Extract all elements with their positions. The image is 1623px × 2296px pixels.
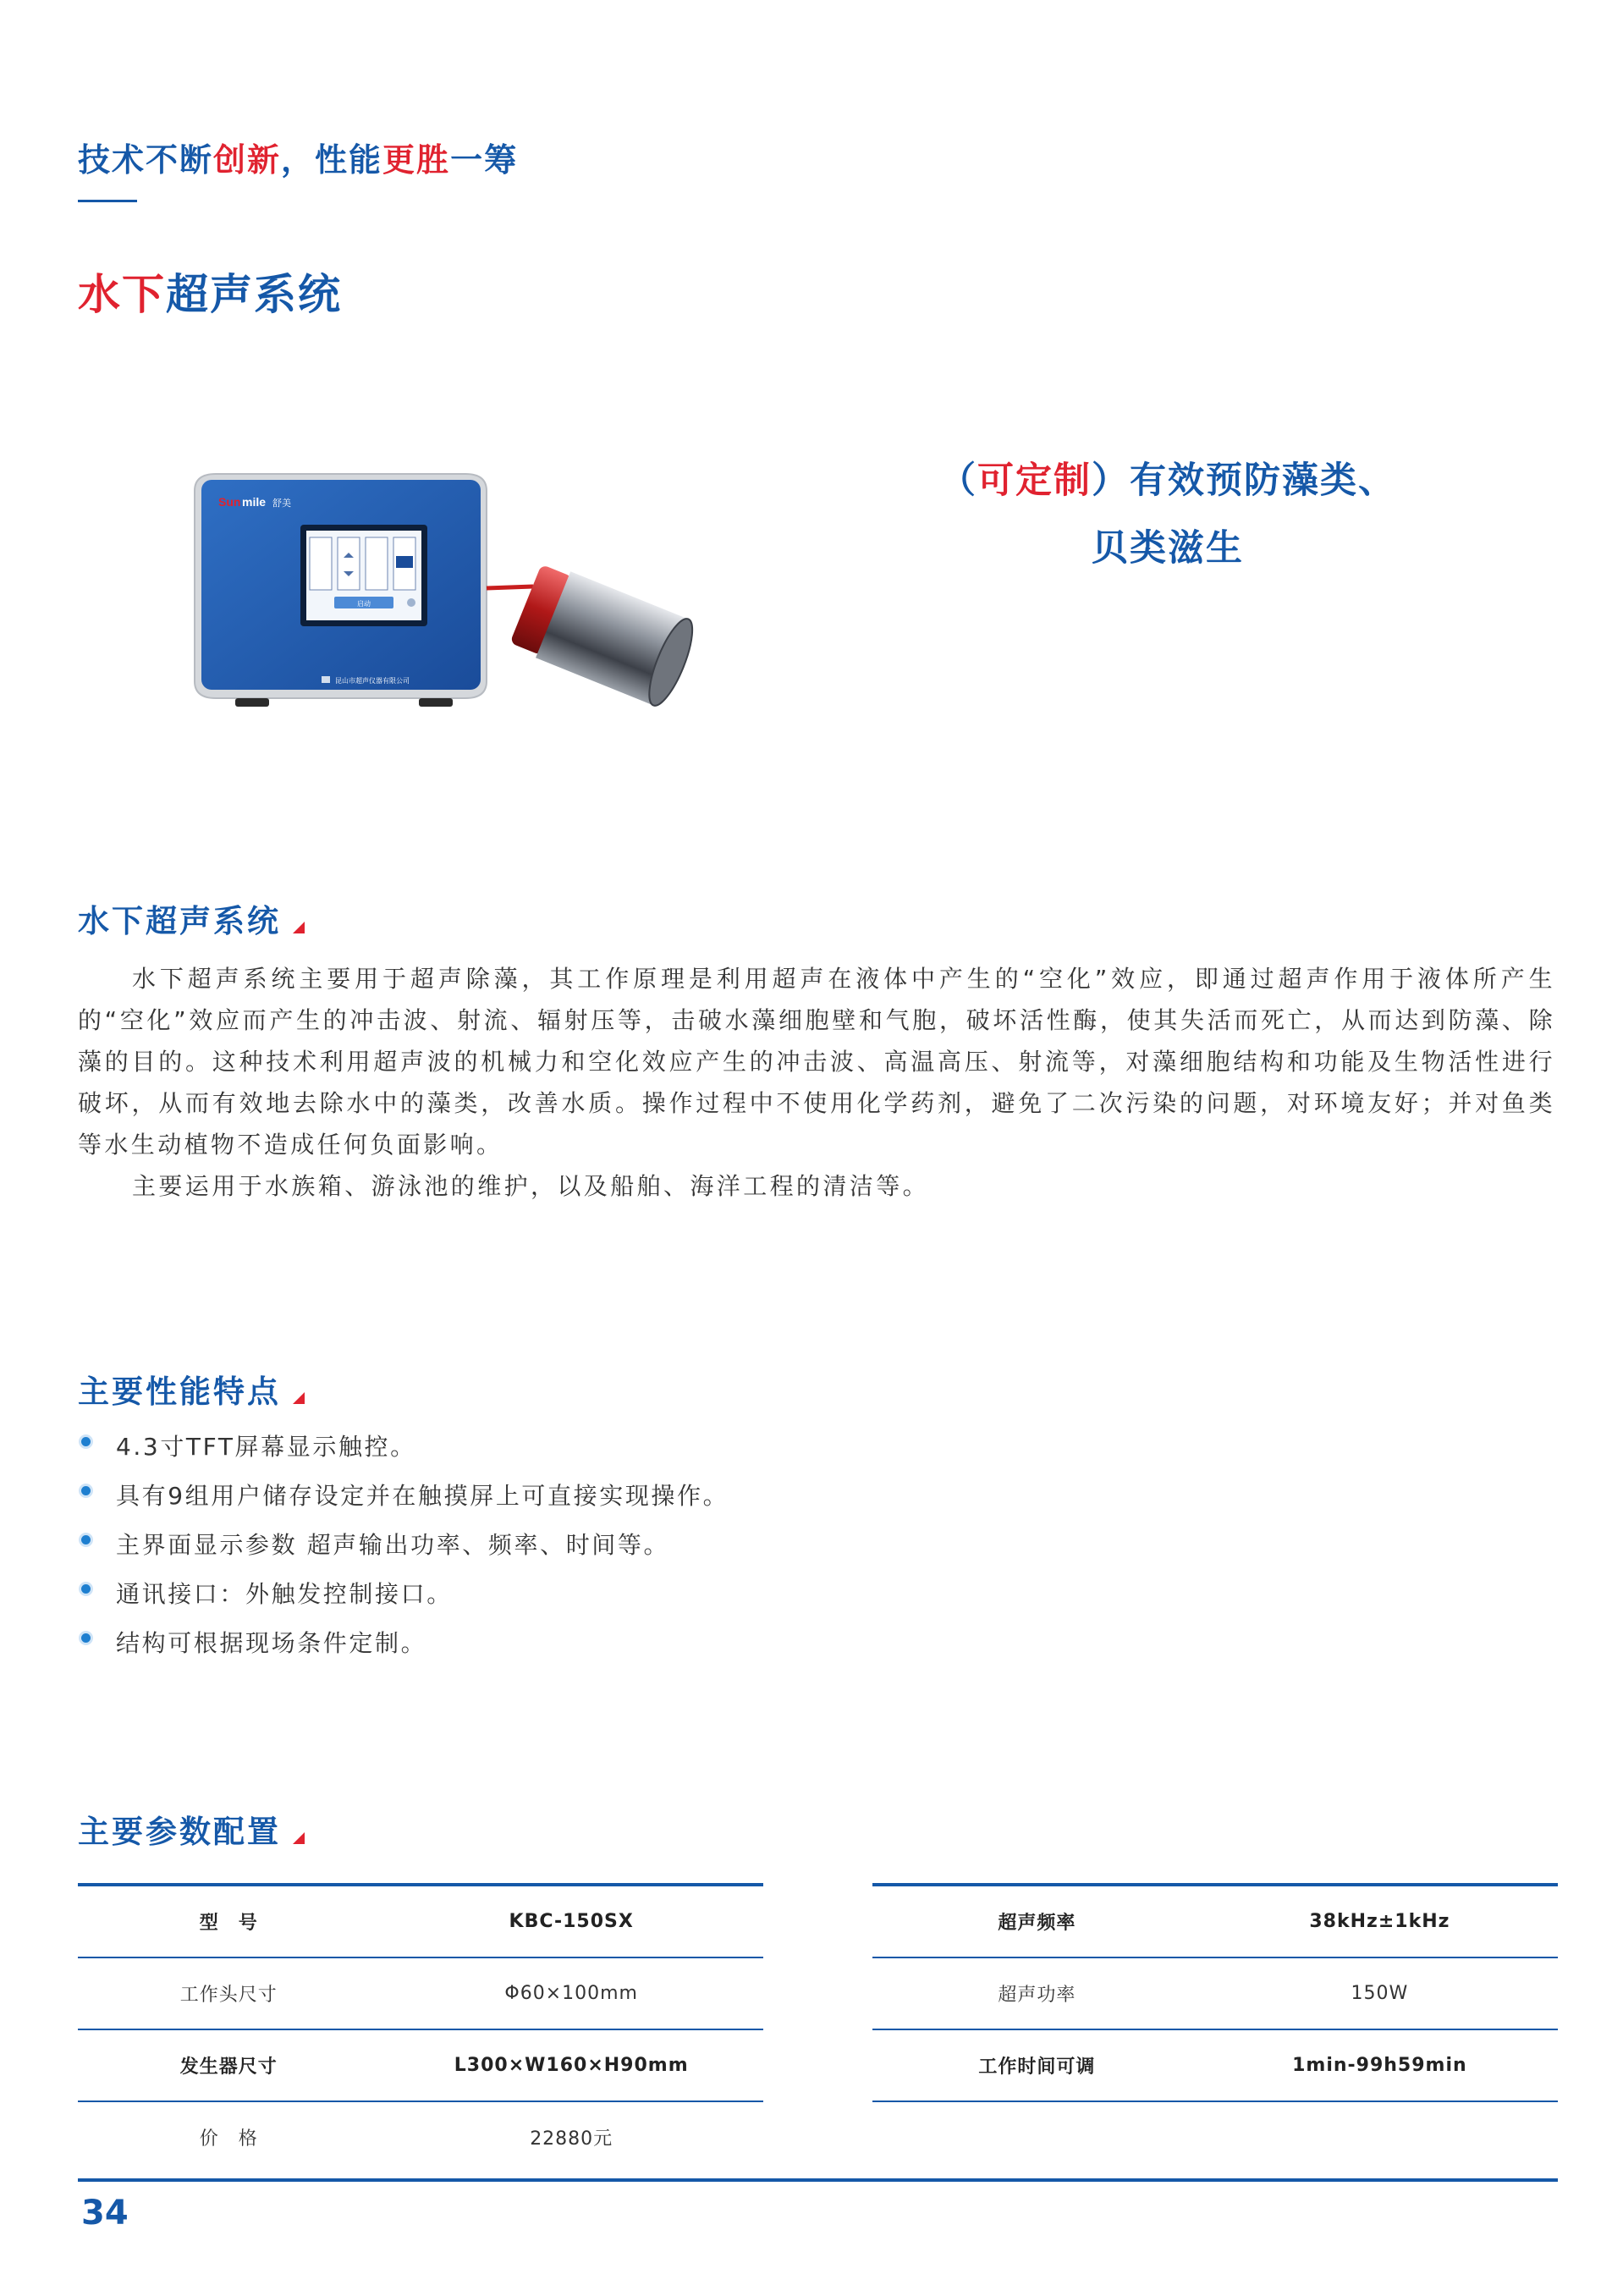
spec-label: 工作头尺寸 (179, 1985, 278, 2006)
slogan-divider (78, 200, 137, 202)
intro-heading-text: 水下超声系统 (78, 903, 281, 939)
product-image (178, 470, 787, 749)
feature-text: 主界面显示参数 超声输出功率、频率、时间等。 (116, 1531, 670, 1559)
page-title (78, 261, 342, 322)
spec-label: 发生器尺寸 (179, 2056, 278, 2078)
slogan-part-2: 创新 (213, 141, 282, 179)
brand-logo-prefix: Sun (218, 495, 241, 509)
intro-heading (78, 895, 305, 941)
spec-value: 22880元 (530, 2128, 613, 2150)
slogan-part-1: 技术不断 (78, 141, 214, 179)
spec-row-power (872, 1958, 1558, 2030)
spec-label: 超声频率 (998, 1913, 1076, 1934)
specs-heading (78, 1806, 305, 1852)
feature-text: 结构可根据现场条件定制。 (116, 1629, 427, 1657)
tagline-line-1 (880, 447, 1455, 515)
spec-value: 38kHz±1kHz (1309, 1911, 1450, 1932)
spec-row-model (78, 1886, 763, 1958)
manufacturer-label: 昆山市超声仪器有限公司 (335, 677, 410, 685)
transducer-probe (509, 560, 701, 710)
spec-value: 150W (1351, 1983, 1409, 2004)
footer-divider (78, 2178, 1558, 2182)
feature-text: 具有9组用户储存设定并在触摸屏上可直接实现操作。 (116, 1482, 729, 1510)
features-heading (78, 1366, 305, 1412)
slogan-part-3: ，性能 (281, 141, 383, 179)
features-list (78, 1429, 729, 1674)
spec-row-head-size (78, 1958, 763, 2030)
slogan-part-5: 一筹 (450, 141, 519, 179)
intro-paragraph-1: 水下超声系统主要用于超声除藻，其工作原理是利用超声在液体中产生的“空化”效应，即通过超声作用于液体所产生的“空化”效应而产生的冲击波、射流、辐射压等，击破水藻细胞壁和气胞，破坏活性酶，使其失活而死亡，从而达到防藻、除藻的目的。这种技术利用超声波的机械力和空化效应产生的冲击波、高温高压、射流等，对藻细胞结构和功能及生物活性进行破坏，从而有效地去除水中的藻类，改善水质。操作过程中不使用化学药剂，避免了二次污染的问题，对环境友好；并对鱼类等水生动植物不造成任何负面影响。 (78, 965, 1555, 1159)
bullet-dot-icon (81, 1633, 91, 1643)
spec-label: 价 格 (199, 2128, 258, 2150)
feature-text: 4.3寸TFT屏幕显示触控。 (116, 1433, 416, 1461)
heading-triangle-icon (293, 922, 305, 933)
tagline-line-2: 贝类滋生 (1092, 527, 1244, 570)
spec-table-right (872, 1883, 1558, 2102)
spec-label: 超声功率 (998, 1985, 1076, 2006)
page-title-part-1: 水下 (78, 270, 166, 319)
spec-value: 1min-99h59min (1292, 2055, 1467, 2076)
bullet-dot-icon (81, 1584, 91, 1594)
bullet-dot-icon (81, 1486, 91, 1495)
feature-item (78, 1429, 729, 1478)
spec-row-time (872, 2030, 1558, 2102)
tagline-highlight: 可定制 (977, 460, 1092, 502)
feature-item (78, 1478, 729, 1527)
product-tagline (880, 447, 1455, 582)
slogan (78, 134, 518, 180)
spec-label: 型 号 (199, 1913, 258, 1934)
specs-heading-text: 主要参数配置 (78, 1814, 281, 1850)
heading-triangle-icon (293, 1392, 305, 1404)
tagline-close-bracket: ） (1092, 460, 1130, 502)
spec-label: 工作时间可调 (978, 2056, 1096, 2078)
bullet-dot-icon (81, 1437, 91, 1446)
intro-description (78, 958, 1555, 1207)
brand-logo-cn: 舒美 (272, 498, 291, 509)
feature-text: 通讯接口：外触发控制接口。 (116, 1580, 453, 1608)
spec-row-price (78, 2102, 763, 2172)
feature-item (78, 1527, 729, 1576)
page-number: 34 (81, 2194, 129, 2233)
bullet-dot-icon (81, 1535, 91, 1544)
spec-value: KBC-150SX (509, 1911, 634, 1932)
feature-item (78, 1576, 729, 1625)
tagline-open-bracket: （ (939, 460, 977, 502)
slogan-part-4: 更胜 (382, 141, 451, 179)
heading-triangle-icon (293, 1832, 305, 1844)
spec-row-frequency (872, 1886, 1558, 1958)
spec-table-left (78, 1883, 763, 2172)
spec-value: Φ60×100mm (504, 1983, 638, 2004)
brand-logo-suffix: mile (242, 495, 267, 509)
tagline-line-1-rest: 有效预防藻类、 (1130, 460, 1396, 502)
feature-item (78, 1625, 729, 1674)
spec-value: L300×W160×H90mm (454, 2055, 689, 2076)
spec-row-generator-size (78, 2030, 763, 2102)
page-title-part-2: 超声系统 (166, 270, 342, 319)
screen-start-label: 启动 (357, 600, 371, 608)
features-heading-text: 主要性能特点 (78, 1374, 281, 1410)
intro-paragraph-2: 主要运用于水族箱、游泳池的维护，以及船舶、海洋工程的清洁等。 (132, 1172, 930, 1200)
